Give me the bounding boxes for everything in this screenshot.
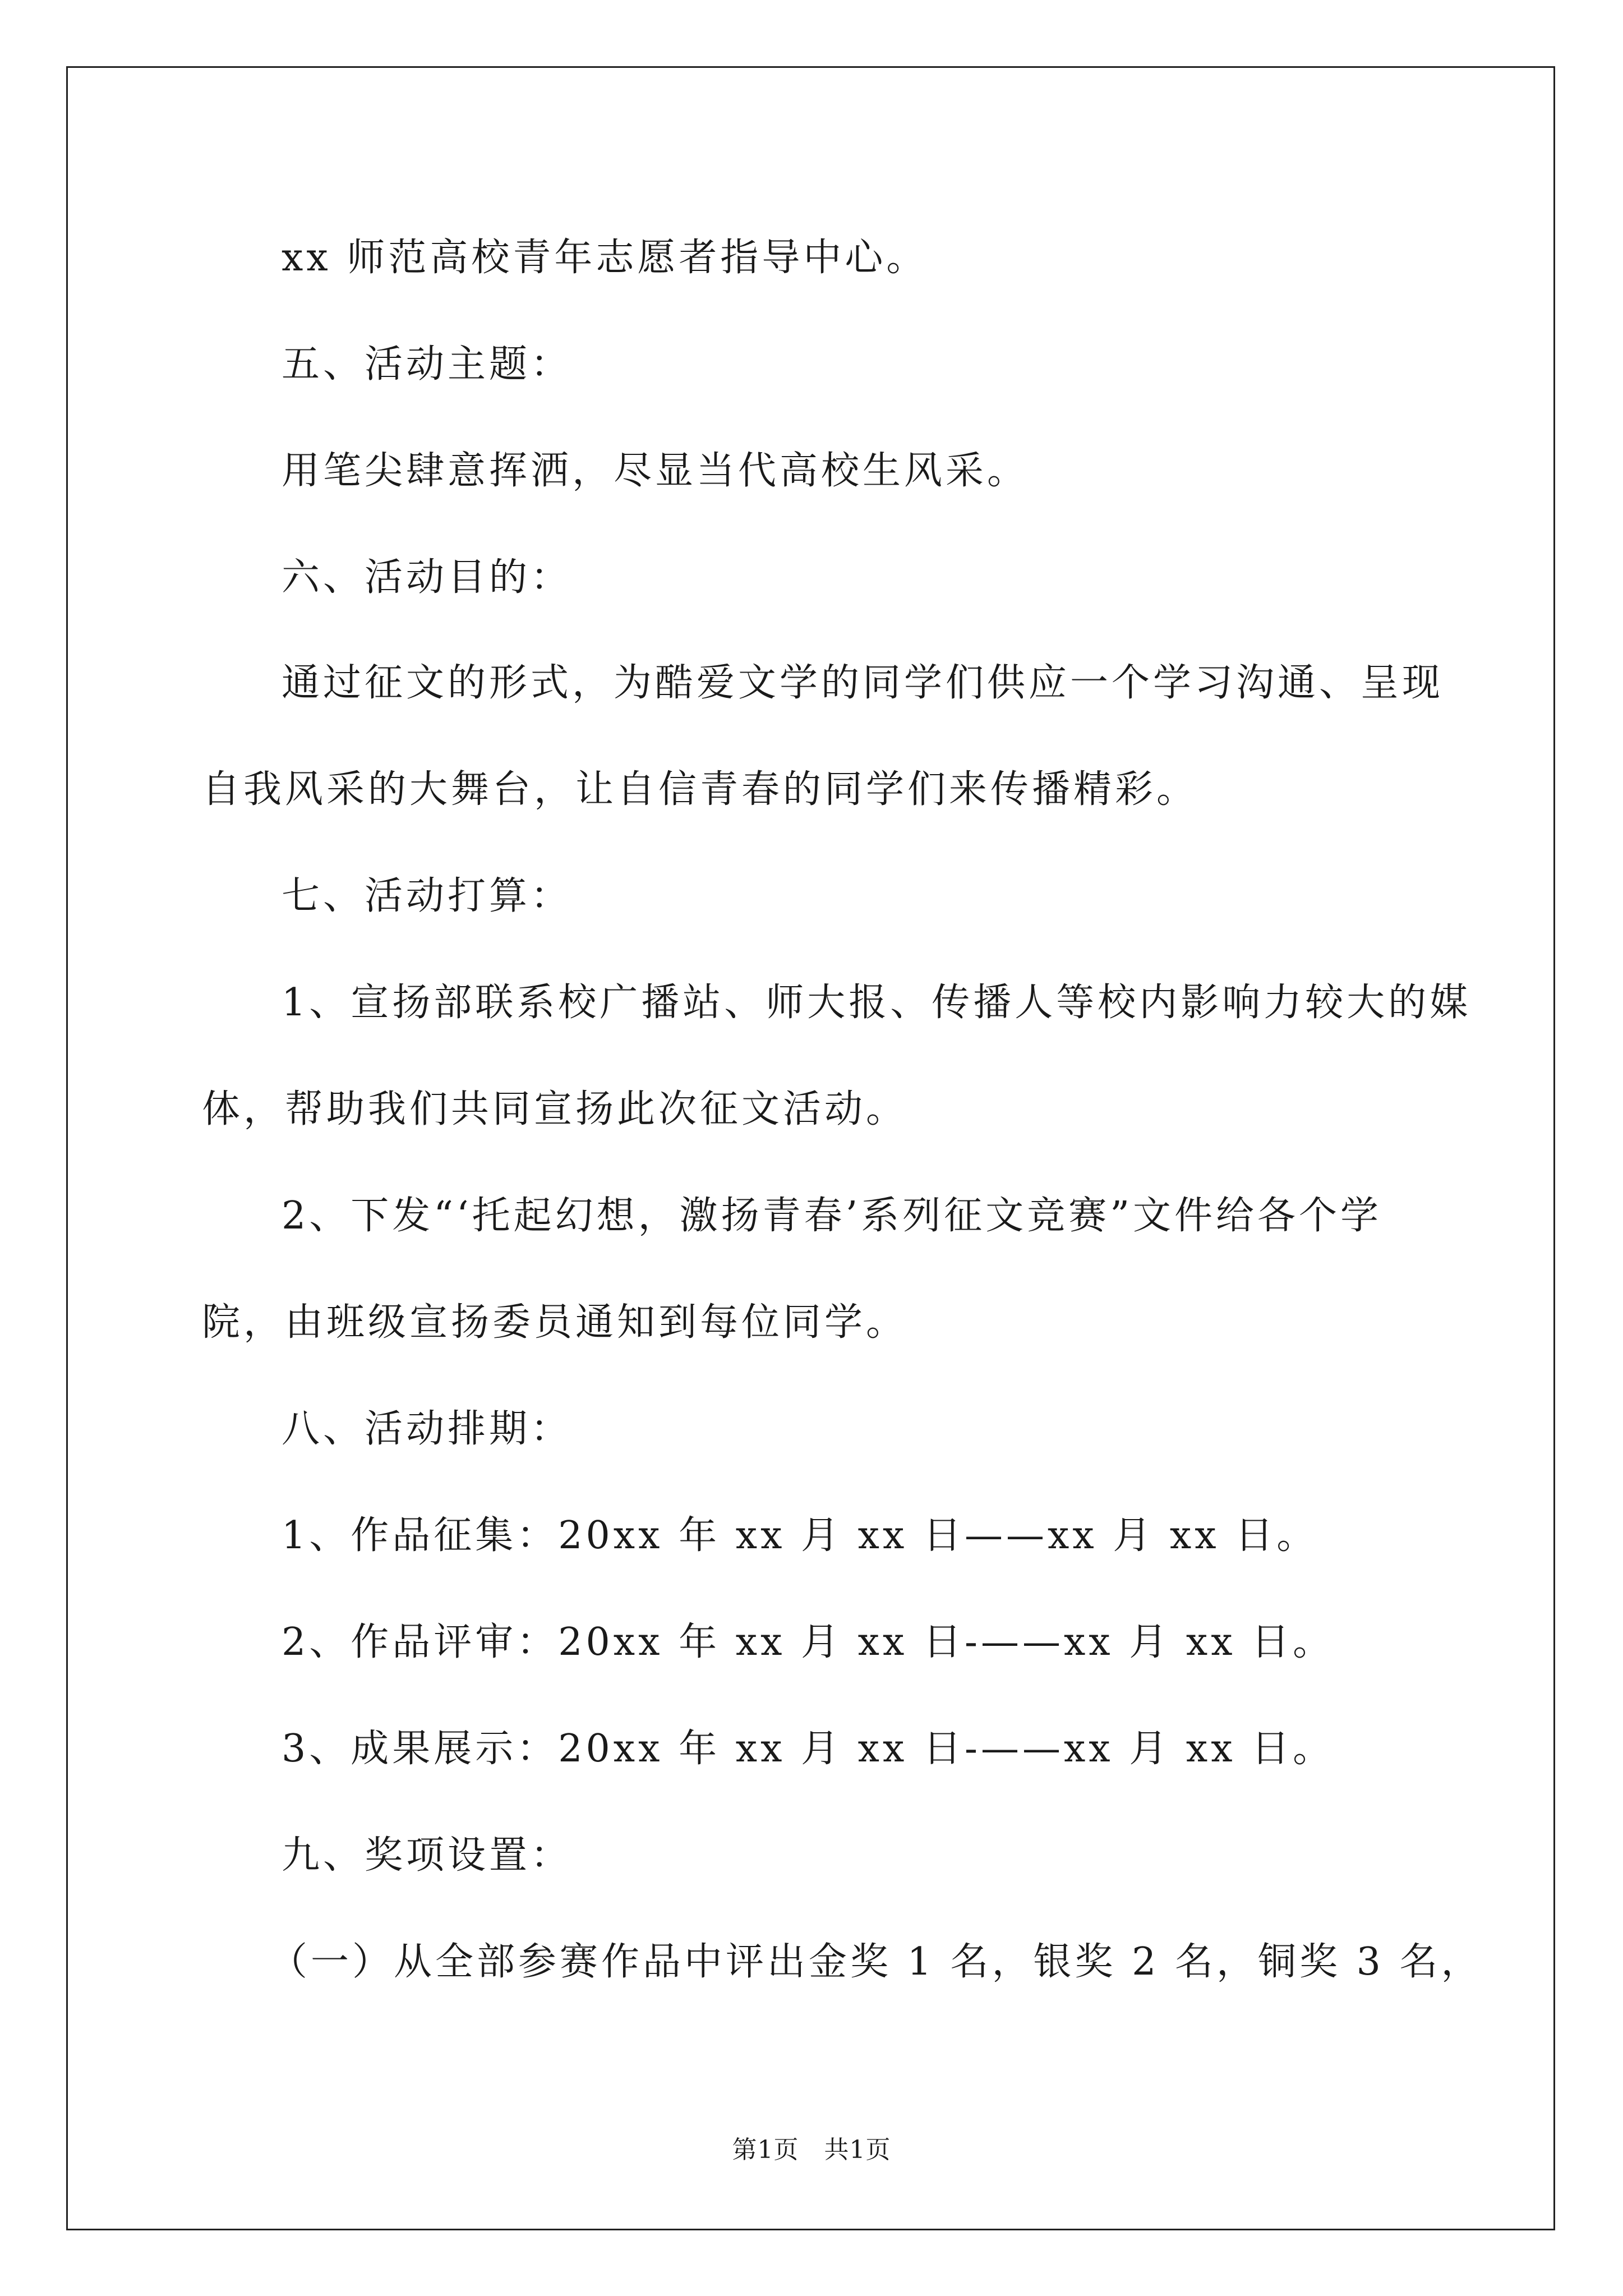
schedule-item-showcase: 3、成果展示：20xx 年 xx 月 xx 日-——xx 月 xx 日。 [282,1727,1335,1771]
schedule-item-review: 2、作品评审：20xx 年 xx 月 xx 日-——xx 月 xx 日。 [282,1620,1335,1664]
plan-item-1-line-2: 体，帮助我们共同宣扬此次征文活动。 [202,1087,908,1131]
plan-item-1-line-1: 1、宣扬部联系校广播站、师大报、传播人等校内影响力较大的媒 [282,981,1472,1025]
purpose-text-line-2: 自我风采的大舞台，让自信青春的同学们来传播精彩。 [202,767,1198,812]
plan-item-2-line-1: 2、下发“‘托起幻想，激扬青春’系列征文竞赛”文件给各个学 [282,1194,1382,1238]
schedule-item-collection: 1、作品征集：20xx 年 xx 月 xx 日——xx 月 xx 日。 [282,1513,1318,1558]
page-number-footer: 第1页 共1页 [732,2136,891,2164]
section-heading-awards: 九、奖项设置： [282,1833,573,1878]
section-heading-purpose: 六、活动目的： [282,555,573,600]
purpose-text-line-1: 通过征文的形式，为酷爱文学的同学们供应一个学习沟通、呈现 [282,661,1444,705]
section-heading-theme: 五、活动主题： [282,342,573,386]
section-heading-plan: 七、活动打算： [282,874,573,918]
section-heading-schedule: 八、活动排期： [282,1407,573,1451]
theme-text: 用笔尖肆意挥洒，尽显当代高校生风采。 [282,449,1029,493]
organizer-line: xx 师范高校青年志愿者指导中心。 [282,236,928,280]
awards-item-1: （一）从全部参赛作品中评出金奖 1 名，银奖 2 名，铜奖 3 名， [269,1940,1483,1984]
plan-item-2-line-2: 院，由班级宣扬委员通知到每位同学。 [202,1300,908,1345]
